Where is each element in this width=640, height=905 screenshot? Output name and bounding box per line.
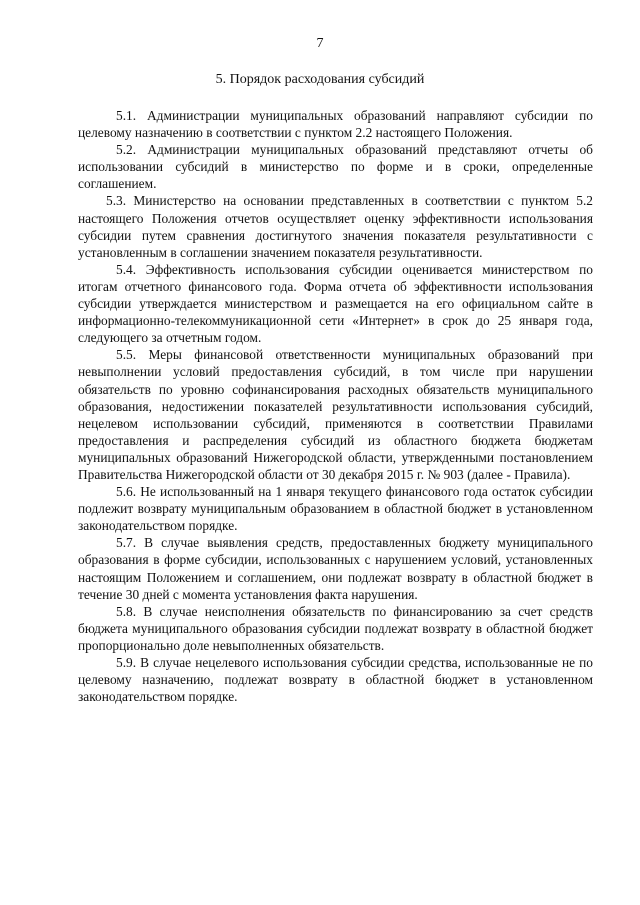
paragraph-5-7: 5.7. В случае выявления средств, предоставленных бюджету муниципального образования в форме субсидии, использованных с нарушением условий, установленных настоящим Положением и соглашением, они подлежат возврату в областной бюджет в течение 30 дней с момента установления факта нарушения. [78,535,593,602]
paragraph-5-9: 5.9. В случае нецелевого использования субсидии средства, использованные не по целевому назначению, подлежат возврату в областной бюджет в установленном законодательством порядке. [78,655,593,705]
paragraph-5-6: 5.6. Не использованный на 1 января текущего финансового года остаток субсидии подлежит возврату муниципальным образованием в областной бюджет в установленном законодательством порядке. [78,484,593,534]
paragraph-5-3: 5.3. Министерство на основании представленных в соответствии с пунктом 5.2 настоящего Положения отчетов осуществляет оценку эффективности использования субсидии путем сравнения достигнутого значения показателя результативности с установленным в соглашении значением показателя результативности. [78,193,593,260]
paragraph-5-2: 5.2. Администрации муниципальных образований представляют отчеты об использовании субсидий в министерство по форме и в сроки, определенные соглашением. [78,142,593,192]
paragraph-5-5: 5.5. Меры финансовой ответственности муниципальных образований при невыполнении условий предоставления субсидий, в том числе при нарушении обязательств по уровню софинансирования расходных обязательств муниципального образования, недостижении показателей результативности использования субсидий, нецелевом использовании субсидий, применяются в соответствии Правилами предоставления и распределения субсидий из областного бюджета бюджетам муниципальных образований Нижегородской области, утвержденными постановлением Правительства Нижегородской области от 30 декабря 2015 г. № 903 (далее - Правила). [78,347,593,482]
section-body [78,107,593,705]
page-number: 7 [316,36,324,51]
paragraph-5-4: 5.4. Эффективность использования субсидии оценивается министерством по итогам отчетного финансового года. Форма отчета об эффективности использования субсидии утверждается министерством и размещается на его официальном сайте в информационно-телекоммуникационной сети «Интернет» в срок до 25 января года, следующего за отчетным годом. [78,261,593,346]
paragraph-5-8: 5.8. В случае неисполнения обязательств по финансированию за счет средств бюджета муниципального образования субсидии подлежат возврату в областной бюджет пропорционально доле невыполненных обязательств. [78,603,593,653]
section-heading: 5. Порядок расходования субсидий [215,72,425,87]
paragraph-5-1: 5.1. Администрации муниципальных образований направляют субсидии по целевому назначению в соответствии с пунктом 2.2 настоящего Положения. [78,108,593,141]
